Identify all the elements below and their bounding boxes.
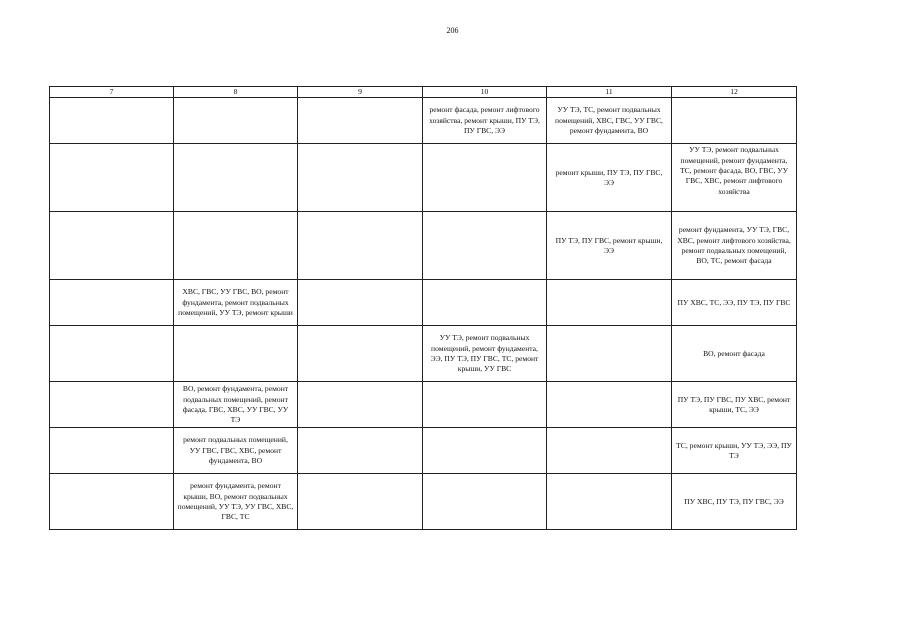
table-row: [50, 98, 797, 144]
header-row: [50, 87, 797, 98]
table-cell: ПУ ХВС, ТС, ЭЭ, ПУ ТЭ, ПУ ГВС: [672, 280, 797, 326]
table-cell: [423, 212, 547, 280]
table-cell: [423, 474, 547, 530]
table-cell: ремонт подвальных помещений, УУ ГВС, ГВС, ХВС, ремонт фундамента, ВО: [174, 428, 298, 474]
table-row: [50, 326, 797, 382]
table-cell: [50, 98, 174, 144]
table-cell: [50, 428, 174, 474]
table-cell: [298, 144, 423, 212]
table-cell: [298, 474, 423, 530]
table-cell: ремонт фундамента, ремонт крыши, ВО, ремонт подвальных помещений, УУ ТЭ, УУ ГВС, ХВС, ГВС, ТС: [174, 474, 298, 530]
data-table: [49, 86, 797, 530]
table-row: [50, 144, 797, 212]
table-cell: [298, 212, 423, 280]
table-cell: ТС, ремонт крыши, УУ ТЭ, ЭЭ, ПУ ТЭ: [672, 428, 797, 474]
table-cell: [50, 474, 174, 530]
column-header-7: 7: [50, 87, 174, 98]
table-cell: [672, 98, 797, 144]
table-row: [50, 428, 797, 474]
table-cell: [547, 382, 672, 428]
column-header-12: 12: [672, 87, 797, 98]
table-cell: [547, 280, 672, 326]
column-header-8: 8: [174, 87, 298, 98]
table-cell: [50, 326, 174, 382]
table-cell: УУ ТЭ, ремонт подвальных помещений, ремонт фундамента, ТС, ремонт фасада, ВО, ГВС, УУ ГВС, ХВС, ремонт лифтового хозяйства: [672, 144, 797, 212]
table-cell: ПУ ТЭ, ПУ ГВС, ремонт крыши, ЭЭ: [547, 212, 672, 280]
table-cell: [50, 382, 174, 428]
table-row: [50, 474, 797, 530]
column-header-9: 9: [298, 87, 423, 98]
table-cell: [298, 428, 423, 474]
table-cell: [50, 280, 174, 326]
table-cell: [298, 382, 423, 428]
table-cell: [298, 280, 423, 326]
table-cell: УУ ТЭ, ремонт подвальных помещений, ремонт фундамента, ЭЭ, ПУ ТЭ, ПУ ГВС, ТС, ремонт крыши, УУ ГВС: [423, 326, 547, 382]
table-cell: ВО, ремонт фасада: [672, 326, 797, 382]
column-header-10: 10: [423, 87, 547, 98]
table-cell: [423, 428, 547, 474]
table-row: [50, 382, 797, 428]
table-cell: [50, 212, 174, 280]
table-cell: [547, 474, 672, 530]
table-cell: ремонт фундамента, УУ ТЭ, ГВС, ХВС, ремонт лифтового хозяйства, ремонт подвальных помещений, ВО, ТС, ремонт фасада: [672, 212, 797, 280]
table-cell: [423, 144, 547, 212]
table-cell: [298, 326, 423, 382]
table-cell: ПУ ХВС, ПУ ТЭ, ПУ ГВС, ЭЭ: [672, 474, 797, 530]
table-cell: [174, 98, 298, 144]
table-cell: [174, 326, 298, 382]
page-number: 206: [446, 26, 459, 35]
table-cell: ХВС, ГВС, УУ ГВС, ВО, ремонт фундамента, ремонт подвальных помещений, УУ ТЭ, ремонт крыши: [174, 280, 298, 326]
table-cell: [174, 212, 298, 280]
table-cell: [423, 382, 547, 428]
table-cell: УУ ТЭ, ТС, ремонт подвальных помещений, ХВС, ГВС, УУ ГВС, ремонт фундамента, ВО: [547, 98, 672, 144]
table-cell: [547, 326, 672, 382]
table-cell: ремонт фасада, ремонт лифтового хозяйства, ремонт крыши, ПУ ТЭ, ПУ ГВС, ЭЭ: [423, 98, 547, 144]
table-cell: ВО, ремонт фундамента, ремонт подвальных помещений, ремонт фасада, ГВС, ХВС, УУ ГВС, УУ ТЭ: [174, 382, 298, 428]
table-cell: [547, 428, 672, 474]
table-cell: [298, 98, 423, 144]
table-row: [50, 212, 797, 280]
table-cell: ремонт крыши, ПУ ТЭ, ПУ ГВС, ЭЭ: [547, 144, 672, 212]
table-cell: [50, 144, 174, 212]
table-cell: ПУ ТЭ, ПУ ГВС, ПУ ХВС, ремонт крыши, ТС, ЭЭ: [672, 382, 797, 428]
table-cell: [423, 280, 547, 326]
table-cell: [174, 144, 298, 212]
column-header-11: 11: [547, 87, 672, 98]
table-row: [50, 280, 797, 326]
